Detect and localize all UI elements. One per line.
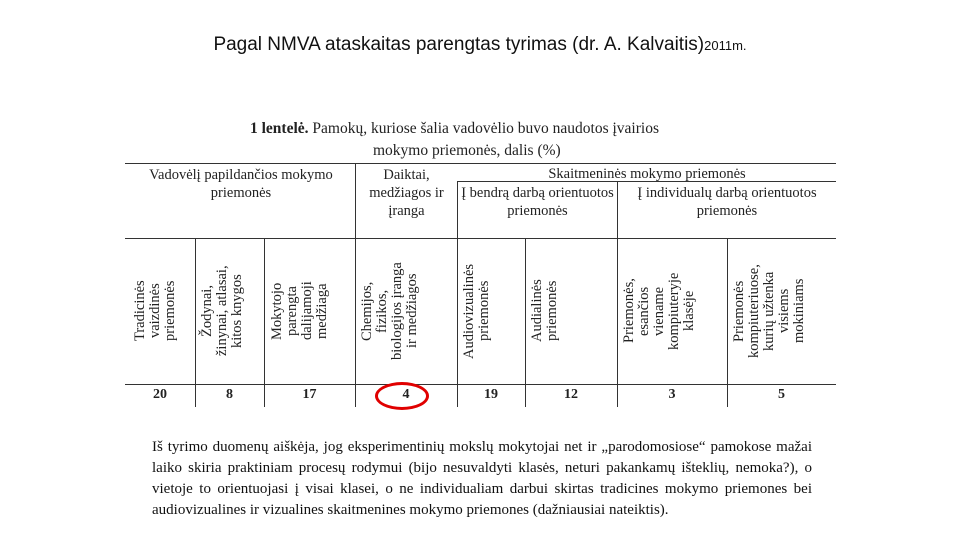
table-rule-v1 <box>355 163 356 407</box>
table-rule-header-bottom <box>125 238 836 239</box>
slide-title-year: 2011m. <box>704 38 747 53</box>
table-rule-v6 <box>525 238 526 407</box>
table-rule-top <box>125 163 836 164</box>
highlight-circle <box>375 382 429 410</box>
table-rule-v4 <box>195 238 196 407</box>
table-caption-line2: mokymo priemonės, dalis (%) <box>373 142 561 159</box>
value-audio: 12 <box>564 387 578 402</box>
header-group-objects: Daiktai, medžiagos ir įranga <box>369 167 444 219</box>
column-header-audiovisual: Audiovizualinės priemonės <box>461 263 492 359</box>
column-header-all-computers: Priemonės kompiuteriuose, kurių užtenka visiems mokiniams <box>731 264 807 358</box>
slide-title-text: Pagal NMVA ataskaitas parengtas tyrimas (dr. A. Kalvaitis) <box>213 34 705 55</box>
table-rule-v5 <box>264 238 265 407</box>
table-rule-v7 <box>727 238 728 407</box>
column-header-traditional-visual: Tradicinės vaizdinės priemonės <box>132 280 178 342</box>
value-dictionaries: 8 <box>226 387 233 402</box>
header-group-supplementary: Vadovėlį papildančios mokymo priemonės <box>149 167 333 201</box>
table-caption-line1: Pamokų, kuriose šalia vadovėlio buvo naudotos įvairios <box>312 120 659 137</box>
value-lab-equipment: 4 <box>402 387 410 402</box>
value-audiovisual: 19 <box>484 387 498 402</box>
value-traditional-visual: 20 <box>153 387 167 402</box>
value-all-computers: 5 <box>778 387 785 402</box>
value-handouts: 17 <box>302 387 317 402</box>
table-caption-label: 1 lentelė. <box>250 120 309 137</box>
column-header-lab-equipment: Chemijos, fizikos, biologijos įranga ir medžiagos <box>359 262 420 360</box>
value-single-computer: 3 <box>668 387 676 402</box>
table-rule-values-top <box>125 384 836 385</box>
column-header-handouts: Mokytojo parengta dalijamoji medžiaga <box>269 281 330 341</box>
column-header-dictionaries: Žodynai, žinynai, atlasai, kitos knygos <box>199 265 245 357</box>
conclusion-paragraph: Iš tyrimo duomenų aiškėja, jog eksperimentinių mokslų mokytojai net ir „parodomosiose“ pamokose mažai laiko skiria praktiniam procesų rodymui (bijo nesuvaldyti klasės, neturi pakankamų išteklių, nemoka?), o vietoje to orientuojasi į visai klasei, o ne individualiam darbui skirtas tradicines mokymo priemones bei audiovizualines ir vizualines skaitmenines mokymo priemones (dažniausiai nateiktis). <box>152 439 812 518</box>
table-rule-v2 <box>457 181 458 407</box>
header-sub-group-work: Į bendrą darbą orientuotos priemonės <box>461 185 614 219</box>
column-header-audio: Audialinės priemonės <box>529 279 560 343</box>
table-rule-v3 <box>617 181 618 407</box>
header-sub-individual-work: Į individualų darbą orientuotos priemonės <box>637 185 817 219</box>
column-header-single-computer: Priemonės, esančios viename kompiuteryje klasėje <box>621 272 697 350</box>
header-group-digital: Skaitmeninės mokymo priemonės <box>548 166 746 182</box>
